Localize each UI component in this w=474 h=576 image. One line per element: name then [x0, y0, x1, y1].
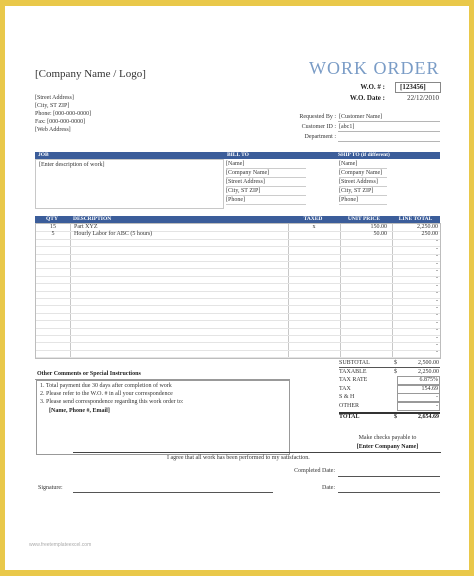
cell-line-total[interactable]: - [436, 260, 438, 267]
col-taxed-header: TAXED [303, 216, 323, 222]
work-order-title: WORK ORDER [309, 58, 440, 78]
requested-by-label: Requested By : [299, 114, 336, 120]
totals-value[interactable]: - [397, 393, 440, 402]
col-qty-header: QTY [46, 216, 58, 222]
cell-qty[interactable]: 5 [51, 230, 55, 237]
customer-id-value: [abc1] [339, 124, 355, 130]
job-description-field[interactable] [35, 159, 224, 209]
comment-line-3: 3. Please send correspondence regarding this work order to: [40, 399, 184, 405]
comment-line-1: 1. Total payment due 30 days after completion of work [40, 383, 172, 389]
bill-to-phone[interactable]: [Phone] [226, 196, 306, 205]
totals-value[interactable]: 6.875% [397, 376, 440, 385]
job-description-value: [Enter description of work] [39, 162, 105, 168]
totals-currency: $ [394, 360, 397, 366]
ship-to-company[interactable]: [Company Name] [339, 169, 387, 178]
totals-label: TOTAL [339, 413, 360, 420]
totals-label: S & H [339, 394, 355, 401]
comment-line-2: 2. Please refer to the W.O. # in all your correspondence [40, 391, 173, 397]
totals-value: 2,500.00 [418, 360, 439, 366]
items-header-bar [35, 216, 440, 223]
bill-to-header: BILL TO [227, 152, 249, 158]
cell-line-total[interactable]: - [436, 290, 438, 297]
ship-to-name[interactable]: [Name] [339, 160, 387, 169]
department-field[interactable] [338, 133, 440, 142]
totals-row [339, 376, 440, 385]
job-header: JOB [38, 152, 49, 158]
date-label: Date: [322, 485, 335, 491]
cell-line-total[interactable]: - [436, 319, 438, 326]
totals-label: SUBTOTAL [339, 360, 370, 366]
totals-row [339, 359, 440, 368]
ship-to-block [339, 160, 387, 205]
fax-number[interactable]: Fax: [000-000-0000] [35, 119, 86, 125]
totals-row [339, 385, 440, 394]
signature-line[interactable] [73, 492, 273, 493]
cell-line-total[interactable]: - [436, 349, 438, 356]
comments-box[interactable] [36, 380, 290, 455]
completed-date-line[interactable] [338, 476, 440, 477]
ship-to-city[interactable]: [City, ST ZIP] [339, 187, 387, 196]
totals-currency: $ [394, 368, 397, 375]
parties-header-bar [35, 152, 440, 159]
cell-unit-price[interactable]: 150.00 [370, 223, 387, 230]
totals-row [339, 368, 440, 377]
col-line-total-header: LINE TOTAL [398, 216, 433, 222]
cell-line-total[interactable]: - [436, 267, 438, 274]
customer-id-label: Customer ID : [301, 124, 336, 130]
street-address[interactable]: [Street Address] [35, 95, 74, 101]
totals-label: TAXABLE [339, 368, 367, 375]
cell-line-total[interactable]: - [436, 253, 438, 260]
cell-line-total[interactable]: - [436, 327, 438, 334]
cell-line-total[interactable]: - [436, 275, 438, 282]
requested-by-value: [Customer Name] [339, 114, 383, 120]
cell-line-total[interactable]: - [436, 341, 438, 348]
watermark-text: www.freetemplateexcel.com [29, 542, 92, 548]
wo-date-value[interactable]: 22/12/2010 [407, 94, 439, 102]
city-state-zip[interactable]: [City, ST ZIP] [35, 103, 70, 109]
bill-to-street[interactable]: [Street Address] [226, 178, 306, 187]
requested-by-field[interactable] [338, 113, 440, 122]
totals-value: 2,654.69 [418, 413, 439, 420]
wo-number-label: W.O. # : [360, 83, 385, 91]
cell-line-total[interactable]: 250.00 [421, 230, 438, 237]
cell-description[interactable]: Hourly Labor for ABC (5 hours) [74, 230, 153, 237]
completed-date-label: Completed Date: [294, 468, 335, 474]
comments-header: Other Comments or Special Instructions [37, 371, 141, 377]
items-table-body [35, 223, 441, 359]
cell-line-total[interactable]: - [436, 238, 438, 245]
cell-qty[interactable]: 15 [50, 223, 56, 230]
date-line[interactable] [338, 492, 440, 493]
totals-row [339, 402, 440, 411]
cell-description[interactable]: Part XYZ [74, 223, 98, 230]
web-address[interactable]: [Web Address] [35, 127, 71, 133]
col-unit-price-header: UNIT PRICE [347, 216, 381, 222]
cell-line-total[interactable]: - [436, 245, 438, 252]
totals-label: OTHER [339, 403, 359, 409]
wo-number-value: [123456] [400, 83, 426, 91]
totals-label: TAX [339, 385, 351, 392]
agreement-text: I agree that all work has been performed to my satisfaction. [167, 455, 310, 461]
cell-line-total[interactable]: - [436, 304, 438, 311]
cell-line-total[interactable]: - [436, 312, 438, 319]
totals-row [339, 393, 440, 402]
wo-number-field[interactable] [395, 82, 441, 93]
cell-taxed[interactable]: x [312, 223, 316, 230]
ship-to-street[interactable]: [Street Address] [339, 178, 387, 187]
bill-to-city[interactable]: [City, ST ZIP] [226, 187, 306, 196]
ship-to-header: SHIP TO (if different) [338, 152, 390, 158]
cell-line-total[interactable]: - [436, 334, 438, 341]
bill-to-block [226, 160, 306, 205]
payable-company[interactable]: [Enter Company Name] [356, 444, 419, 450]
payable-note: Make checks payable to [358, 435, 417, 441]
totals-row [339, 413, 440, 422]
signature-label: Signature: [38, 485, 63, 491]
totals-currency: $ [394, 413, 397, 420]
totals-value[interactable]: 154.69 [397, 385, 440, 394]
wo-date-label: W.O. Date : [349, 94, 385, 102]
customer-id-field[interactable] [338, 123, 440, 132]
totals-value[interactable]: - [397, 402, 440, 411]
col-description-header: DESCRIPTION [73, 216, 112, 222]
agreement-rule [73, 452, 441, 453]
phone-number[interactable]: Phone: [000-000-0000] [35, 111, 92, 117]
cell-line-total[interactable]: - [436, 282, 438, 289]
company-name-logo[interactable]: [Company Name / Logo] [35, 68, 146, 80]
table-row[interactable] [36, 350, 440, 358]
ship-to-phone[interactable]: [Phone] [339, 196, 387, 205]
totals-rule [339, 412, 440, 414]
bill-to-name[interactable]: [Name] [226, 160, 306, 169]
totals-label: TAX RATE [339, 377, 368, 384]
department-label: Department : [304, 134, 336, 140]
cell-unit-price[interactable]: 50.00 [373, 230, 387, 237]
cell-line-total[interactable]: - [436, 297, 438, 304]
comment-line-4: [Name, Phone #, Email] [49, 408, 110, 414]
cell-line-total[interactable]: 2,250.00 [417, 223, 438, 230]
bill-to-company[interactable]: [Company Name] [226, 169, 306, 178]
totals-value: 2,250.00 [418, 368, 439, 375]
address-block [35, 94, 91, 134]
